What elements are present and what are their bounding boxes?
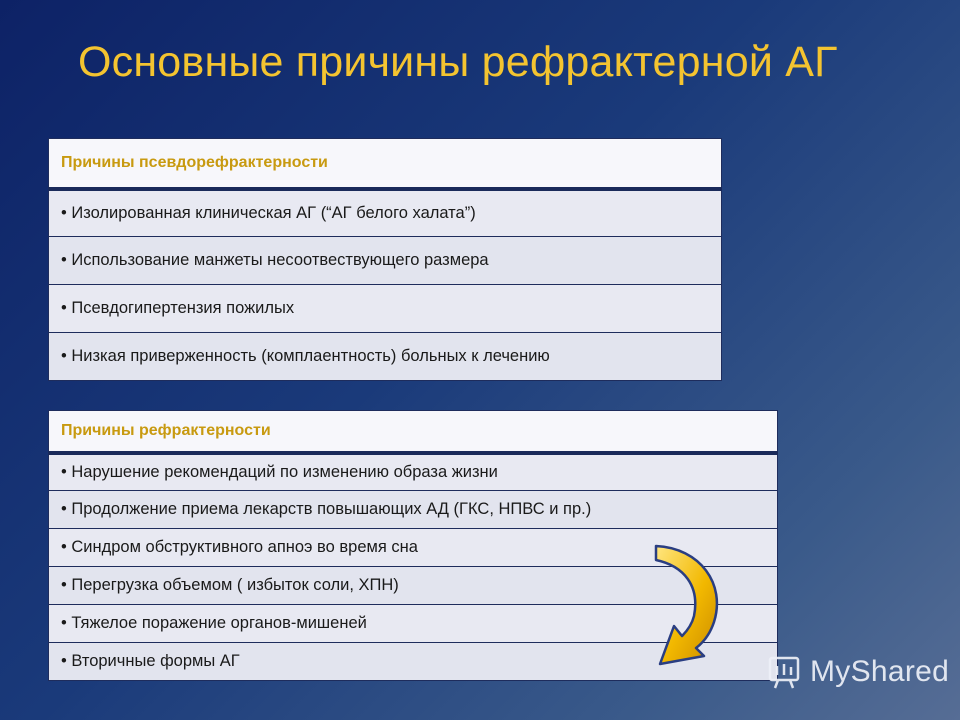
- table-cell: • Синдром обструктивного апноэ во время сна: [49, 529, 778, 567]
- table-cell: • Вторичные формы АГ: [49, 643, 778, 681]
- table-row: [49, 333, 722, 381]
- table-cell: • Продолжение приема лекарств повышающих АД (ГКС, НПВС и пр.): [49, 491, 778, 529]
- pseudo-refractory-table: [48, 138, 722, 381]
- monitor-logo-icon: [768, 654, 802, 690]
- table-cell: • Нарушение рекомендаций по изменению образа жизни: [49, 453, 778, 491]
- table-row: [49, 285, 722, 333]
- refractory-header: Причины рефрактерности: [49, 411, 778, 453]
- table-row: [49, 491, 778, 529]
- watermark-text: MyShared: [810, 655, 950, 688]
- curved-arrow-icon: [648, 536, 728, 676]
- table-cell: • Использование манжеты несоотвествующего размера: [49, 237, 722, 285]
- table-cell: • Изолированная клиническая АГ (“АГ белого халата”): [49, 189, 722, 237]
- table-cell: • Низкая приверженность (комплаентность) больных к лечению: [49, 333, 722, 381]
- table-header-row: [49, 411, 778, 453]
- pseudo-refractory-header: Причины псевдорефрактерности: [49, 139, 722, 189]
- table-cell: • Перегрузка объемом ( избыток соли, ХПН): [49, 567, 778, 605]
- table-row: [49, 237, 722, 285]
- table-cell: • Псевдогипертензия пожилых: [49, 285, 722, 333]
- watermark: [768, 654, 949, 690]
- table-header-row: [49, 139, 722, 189]
- table-cell: • Тяжелое поражение органов-мишеней: [49, 605, 778, 643]
- table-row: [49, 453, 778, 491]
- slide-title: Основные причины рефрактерной АГ: [78, 38, 838, 86]
- table-row: [49, 189, 722, 237]
